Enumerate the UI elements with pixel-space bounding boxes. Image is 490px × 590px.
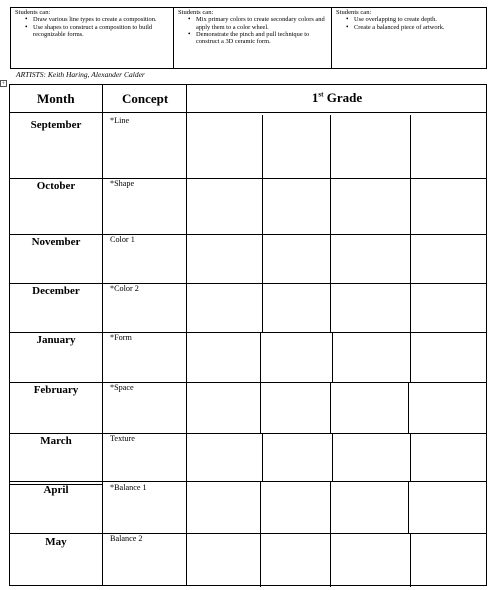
- row-divider: [10, 283, 486, 284]
- month-label: November: [31, 236, 81, 248]
- column-divider: [102, 85, 103, 585]
- grade-word: Grade: [326, 90, 363, 105]
- month-label: February: [33, 384, 79, 396]
- objectives-column-3: [332, 8, 486, 68]
- concept-label: Balance 2: [110, 534, 143, 543]
- cell-divider: [332, 332, 333, 382]
- objective-item: • Create a balanced piece of artwork.: [346, 24, 483, 31]
- row-divider: [10, 533, 486, 534]
- cell-divider: [330, 178, 331, 234]
- grade-column-header: [188, 90, 486, 106]
- cell-divider: [408, 481, 409, 533]
- concept-label: *Line: [110, 116, 130, 125]
- row-divider: [10, 234, 486, 235]
- concept-label: Color 1: [110, 235, 135, 244]
- month-label: September: [30, 119, 82, 131]
- cell-divider: [262, 178, 263, 234]
- row-divider: [10, 178, 486, 179]
- cell-divider: [330, 533, 331, 587]
- cell-divider: [410, 332, 411, 382]
- objectives-column-1: [11, 8, 174, 68]
- cell-divider: [408, 382, 409, 433]
- header-divider: [10, 112, 486, 113]
- concept-label: Texture: [110, 434, 135, 443]
- objectives-list: [15, 16, 170, 38]
- concept-label: *Form: [110, 333, 132, 342]
- cell-divider: [332, 433, 333, 481]
- cell-divider: [260, 481, 261, 533]
- concept-column-header: Concept: [122, 91, 169, 106]
- month-label: January: [36, 334, 76, 346]
- cell-divider: [410, 234, 411, 283]
- month-label: March: [40, 435, 72, 447]
- cell-divider: [330, 234, 331, 283]
- cell-divider: [260, 332, 261, 382]
- objective-item: • Use shapes to construct a composition to build recognizable forms.: [25, 24, 170, 38]
- cell-divider: [330, 382, 331, 433]
- month-column-header: Month: [37, 91, 75, 106]
- row-divider: [10, 433, 486, 434]
- row-divider: [10, 332, 486, 333]
- cell-divider: [410, 433, 411, 481]
- row-divider: [10, 382, 486, 383]
- objectives-table: [10, 7, 487, 69]
- concept-label: *Shape: [110, 179, 135, 188]
- objective-item: • Mix primary colors to create secondary colors and apply them to a color wheel.: [188, 16, 328, 30]
- cell-divider: [262, 115, 263, 178]
- objectives-heading: Students can:: [178, 9, 214, 16]
- objective-item: • Demonstrate the pinch and pull technique to construct a 3D ceramic form.: [188, 31, 328, 45]
- concept-label: *Balance 1: [110, 483, 147, 492]
- cell-divider: [410, 115, 411, 178]
- objective-item: • Draw various line types to create a composition.: [25, 16, 170, 23]
- objectives-column-2: [174, 8, 332, 68]
- row-divider: [10, 481, 486, 482]
- artists-note: ARTISTS: Keith Haring, Alexander Calder: [16, 70, 145, 79]
- objectives-list: [336, 16, 483, 30]
- cell-divider: [410, 178, 411, 234]
- objectives-heading: Students can:: [336, 9, 372, 16]
- month-label: December: [32, 285, 80, 297]
- table-move-handle-icon[interactable]: +: [1, 81, 6, 87]
- column-divider: [186, 85, 187, 585]
- month-label: April: [43, 484, 69, 496]
- objective-item: • Use overlapping to create depth.: [346, 16, 483, 23]
- concept-label: *Space: [110, 383, 134, 392]
- cell-divider: [410, 283, 411, 332]
- month-label: October: [36, 180, 76, 192]
- concept-label: *Color 2: [110, 284, 139, 293]
- objectives-heading: Students can:: [15, 9, 51, 16]
- cell-divider: [262, 283, 263, 332]
- cell-divider: [262, 433, 263, 481]
- cell-divider: [330, 283, 331, 332]
- month-label: May: [45, 536, 67, 548]
- cell-divider: [410, 533, 411, 587]
- grade-number: 1: [311, 90, 319, 105]
- cell-divider: [262, 234, 263, 283]
- cell-divider: [330, 481, 331, 533]
- cell-divider: [330, 115, 331, 178]
- curriculum-table: [9, 84, 487, 586]
- cell-divider: [260, 533, 261, 587]
- cell-divider: [260, 382, 261, 433]
- objectives-list: [178, 16, 328, 45]
- grade-ordinal-suffix: st: [318, 90, 324, 99]
